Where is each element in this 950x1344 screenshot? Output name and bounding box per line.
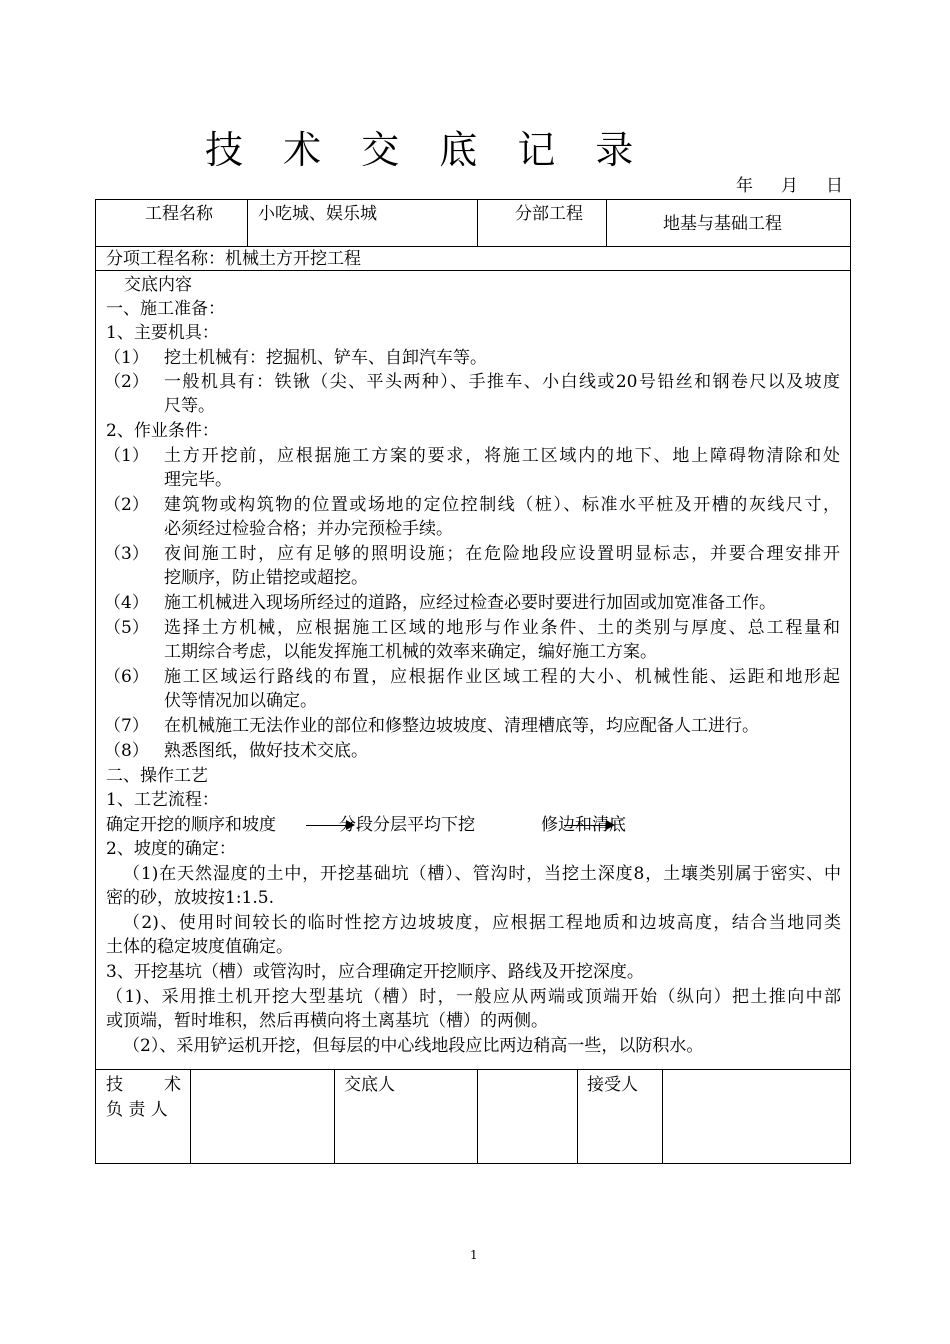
mach-2-line1: 一般机具有：铁锹（尖、平头两种）、手推车、小白线或20号铅丝和钢卷尺以及坡度	[164, 372, 840, 392]
cond-4-line1: 施工机械进入现场所经过的道路，应经过检查必要时要进行加固或加宽准备工作。	[164, 593, 776, 613]
mach-2-num: （2）	[104, 372, 149, 392]
receiver-label: 接受人	[587, 1075, 638, 1095]
tech-label-c: 负 责 人	[106, 1100, 168, 1120]
cond-2-line2: 必须经过检验合格；并办完预检手续。	[164, 519, 453, 539]
slope-1-line1: （1)在天然湿度的土中，开挖基础坑（槽）、管沟时，当挖土深度8，土壤类别属于密实、中	[123, 864, 841, 884]
cond-3-line1: 夜间施工时，应有足够的照明设施；在危险地段应设置明显标志，并要合理安排开	[164, 544, 840, 564]
division-value: 地基与基础工程	[663, 214, 782, 234]
date-line	[736, 174, 843, 198]
subitem-name: 分项工程名称：机械土方开挖工程	[106, 249, 361, 269]
dig-1-line1: （1)、采用推土机开挖大型基坑（槽）时，一般应从两端或顶端开始（纵向）把土推向中部	[106, 987, 841, 1007]
tech-label-b: 术	[164, 1075, 181, 1095]
cond-5-line1: 选择土方机械，应根据施工区域的地形与作业条件、土的类别与厚度、总工程量和	[164, 618, 840, 638]
cond-1-num: （1）	[104, 446, 149, 466]
date-year: 年	[736, 176, 753, 196]
cond-6-line2: 伏等情况加以确定。	[164, 691, 317, 711]
mach-2-line2: 尺等。	[164, 396, 215, 416]
cond-2-num: （2）	[104, 495, 149, 515]
cond-3-num: （3）	[104, 544, 149, 564]
cond-5-num: （5）	[104, 618, 149, 638]
cond-3-line2: 挖顺序，防止错挖或超挖。	[164, 568, 368, 588]
section-2: 二、操作工艺	[106, 766, 208, 786]
cond-6-num: （6）	[104, 667, 149, 687]
division-label: 分部工程	[515, 204, 583, 224]
section-1: 一、施工准备：	[106, 299, 225, 319]
cond-2-line1: 建筑物或构筑物的位置或场地的定位控制线（桩）、标准水平桩及开槽的灰线尺寸，	[164, 495, 840, 515]
date-day: 日	[826, 176, 843, 196]
mach-1-line: 挖土机械有：挖掘机、铲车、自卸汽车等。	[164, 348, 487, 368]
section-2-1: 1、工艺流程：	[106, 790, 219, 810]
giver-label: 交底人	[344, 1075, 395, 1095]
cond-5-line2: 工期综合考虑，以能发挥施工机械的效率来确定，编好施工方案。	[164, 642, 657, 662]
page-number: 1	[470, 1248, 478, 1262]
project-name-value: 小吃城、娱乐城	[258, 204, 377, 224]
tech-label-a: 技	[106, 1075, 123, 1095]
cond-1-line2: 理完毕。	[164, 470, 232, 490]
date-month: 月	[781, 176, 798, 196]
page-title: 技 术 交 底 记 录	[205, 128, 648, 172]
cond-7-num: （7）	[104, 716, 149, 736]
flow-arrow-2-line	[564, 825, 608, 826]
header-row	[95, 199, 851, 247]
signature-row	[95, 1069, 851, 1164]
section-1-2: 2、作业条件：	[106, 421, 219, 441]
cond-6-line1: 施工区域运行路线的布置，应根据作业区域工程的大小、机械性能、运距和地形起	[164, 667, 840, 687]
section-2-3: 3、开挖基坑（槽）或管沟时，应合理确定开挖顺序、路线及开挖深度。	[106, 962, 644, 982]
slope-2-line1: （2)、使用时间较长的临时性挖方边坡坡度，应根据工程地质和边坡高度，结合当地同类	[123, 913, 841, 933]
cond-4-num: （4）	[104, 593, 149, 613]
cond-8-num: （8）	[104, 741, 149, 761]
slope-2-line2: 土体的稳定坡度值确定。	[106, 937, 293, 957]
mach-1-num: （1）	[104, 348, 149, 368]
section-2-2: 2、坡度的确定：	[106, 839, 236, 859]
flow-step-2: 分段分层平均下挖	[339, 815, 475, 835]
cond-1-line1: 土方开挖前，应根据施工方案的要求，将施工区域内的地下、地上障碍物清除和处	[164, 446, 840, 466]
content-area	[95, 270, 851, 1070]
flow-step-1: 确定开挖的顺序和坡度	[106, 815, 276, 835]
subitem-row	[95, 246, 851, 271]
flow-arrow-2-head	[606, 820, 615, 830]
content-title: 交底内容	[124, 275, 192, 295]
dig-2-line: （2）、采用铲运机开挖，但每层的中心线地段应比两边稍高一些，以防积水。	[123, 1036, 704, 1056]
cond-8-line1: 熟悉图纸，做好技术交底。	[164, 741, 368, 761]
flow-step-3: 修边和清底	[541, 815, 626, 835]
cond-7-line1: 在机械施工无法作业的部位和修整边坡坡度、清理槽底等，均应配备人工进行。	[164, 716, 759, 736]
project-name-label: 工程名称	[145, 204, 213, 224]
slope-1-line2: 密的砂，放坡按1:1.5.	[106, 888, 274, 908]
dig-1-line2: 或顶端，暂时堆积，然后再横向将土离基坑（槽）的两侧。	[106, 1011, 548, 1031]
section-1-1: 1、主要机具：	[106, 323, 219, 343]
